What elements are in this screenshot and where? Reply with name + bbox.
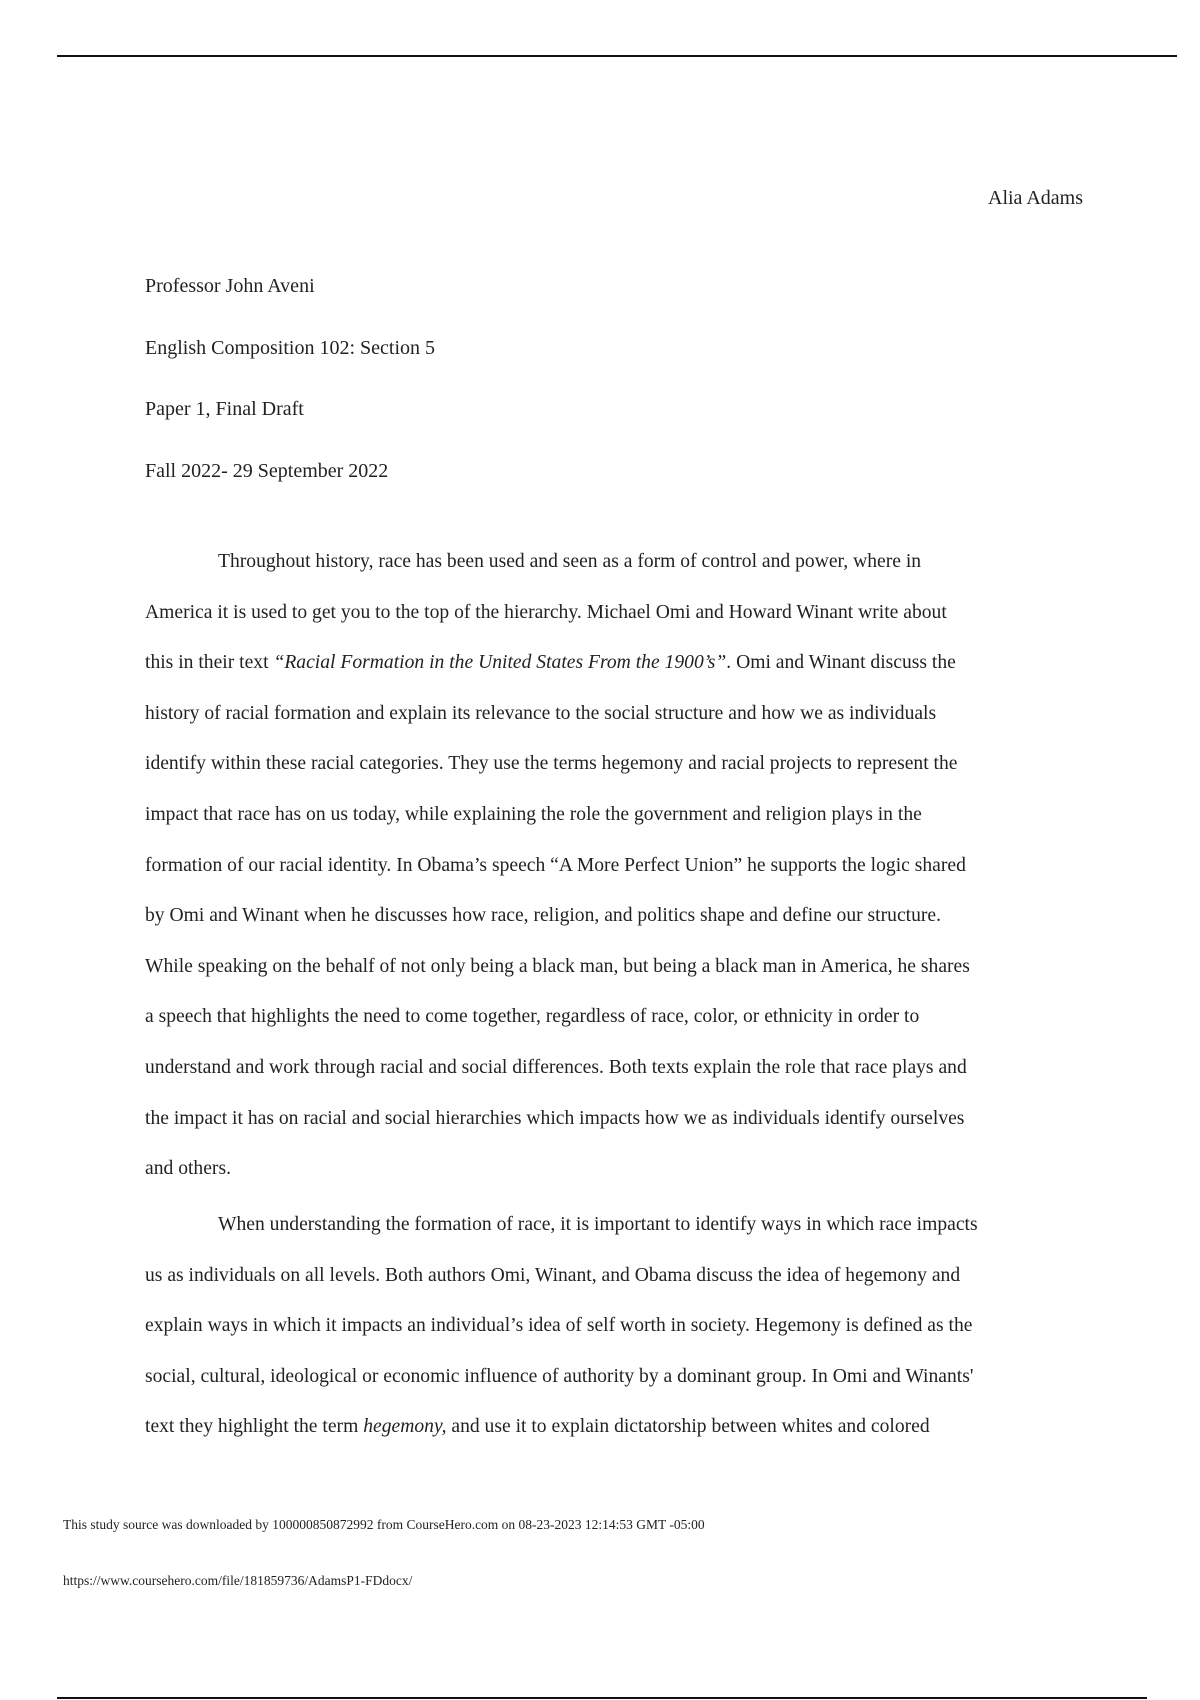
text-line: and others. xyxy=(145,1158,231,1180)
download-notice: This study source was downloaded by 100000850872992 from CourseHero.com on 08-23-2023 12:14:53 GMT -05:00 xyxy=(63,1517,705,1532)
text-segment: . Omi and Winant discuss the xyxy=(726,652,956,674)
text-line: history of racial formation and explain its relevance to the social structure and how we as individuals xyxy=(145,702,937,724)
heading-course: English Composition 102: Section 5 xyxy=(145,337,436,359)
text-segment: this in their text xyxy=(145,652,274,674)
text-line: a speech that highlights the need to come together, regardless of race, color, or ethnicity in order to xyxy=(145,1006,920,1028)
text-segment: and use it to explain dictatorship between whites and colored xyxy=(446,1416,930,1438)
text-line: explain ways in which it impacts an individual’s idea of self worth in society. Hegemony is defined as the xyxy=(145,1315,973,1337)
heading-assignment: Paper 1, Final Draft xyxy=(145,398,304,420)
bottom-rule xyxy=(57,1697,1147,1699)
text-line: social, cultural, ideological or economic influence of authority by a dominant group. In Omi and Winants' xyxy=(145,1365,974,1387)
text-line xyxy=(145,1402,1085,1453)
text-line: Throughout history, race has been used and seen as a form of control and power, where in xyxy=(218,551,922,572)
heading-professor: Professor John Aveni xyxy=(145,275,315,297)
text-line: us as individuals on all levels. Both authors Omi, Winant, and Obama discuss the idea of hegemony and xyxy=(145,1264,961,1286)
source-url[interactable]: https://www.coursehero.com/file/181859736/AdamsP1-FDdocx/ xyxy=(63,1573,413,1588)
text-line: When understanding the formation of race, it is important to identify ways in which race impacts xyxy=(218,1214,978,1235)
text-line xyxy=(145,638,1085,689)
text-line: the impact it has on racial and social hierarchies which impacts how we as individuals identify ourselves xyxy=(145,1107,965,1129)
body-paragraph-2 xyxy=(145,1200,1085,1453)
cited-title: “Racial Formation in the United States From the 1900’s” xyxy=(273,652,727,674)
body-paragraph-1 xyxy=(145,537,1085,1195)
text-segment: text they highlight the term xyxy=(145,1416,364,1438)
text-line: identify within these racial categories. They use the terms hegemony and racial projects to represent the xyxy=(145,753,958,775)
top-rule xyxy=(57,55,1177,57)
text-line: America it is used to get you to the top of the hierarchy. Michael Omi and Howard Winant write about xyxy=(145,601,947,623)
text-line: understand and work through racial and social differences. Both texts explain the role that race plays and xyxy=(145,1056,967,1078)
heading-date: Fall 2022- 29 September 2022 xyxy=(145,460,389,482)
text-line: impact that race has on us today, while explaining the role the government and religion plays in the xyxy=(145,803,922,825)
emphasized-term: hegemony, xyxy=(363,1416,447,1438)
text-line: formation of our racial identity. In Obama’s speech “A More Perfect Union” he supports the logic shared xyxy=(145,854,966,876)
text-line: While speaking on the behalf of not only being a black man, but being a black man in America, he shares xyxy=(145,955,970,977)
text-line: by Omi and Winant when he discusses how race, religion, and politics shape and define our structure. xyxy=(145,905,941,927)
author-name: Alia Adams xyxy=(988,187,1083,209)
